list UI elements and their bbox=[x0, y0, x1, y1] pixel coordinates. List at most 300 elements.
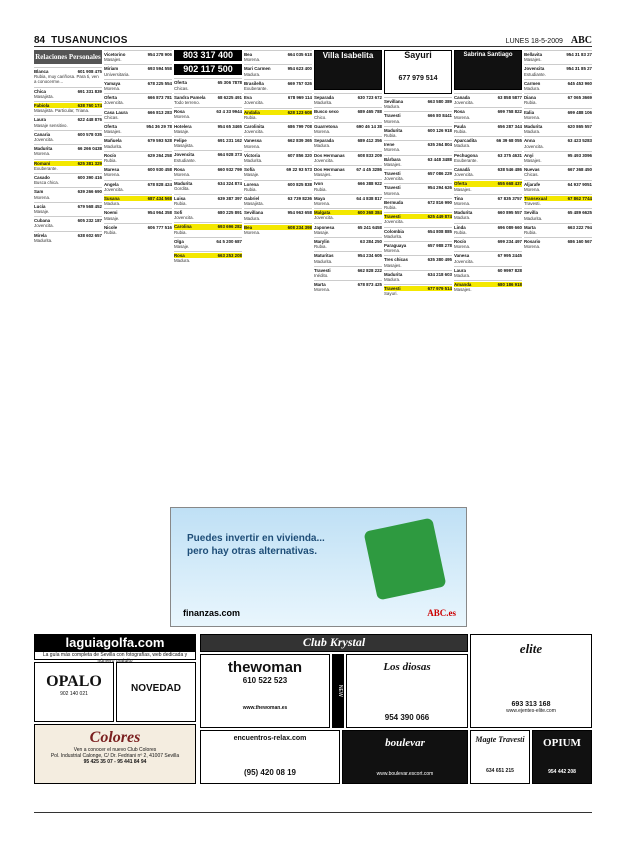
ad-name: Rosa bbox=[174, 253, 185, 259]
chicas-ad-phone[interactable]: 803 317 400 bbox=[174, 50, 242, 61]
ad-phone: 638 760 174 bbox=[77, 103, 102, 109]
classified-ad[interactable] bbox=[384, 227, 452, 239]
ad-text: Madurita. bbox=[314, 258, 333, 264]
finanzas-banner[interactable] bbox=[170, 507, 467, 627]
classified-ad[interactable] bbox=[524, 151, 592, 163]
laguia-sub: La guía más completa de Sevilla con fotografías, web dedicada y número gratuito bbox=[34, 652, 196, 660]
classified-ad[interactable] bbox=[34, 202, 102, 214]
ad-phone: 657 988 278 bbox=[427, 243, 452, 249]
ad-text: Gordita. bbox=[174, 186, 190, 192]
classified-ad[interactable] bbox=[454, 165, 522, 177]
ad-phone: 66 266 0438 bbox=[77, 146, 102, 152]
classified-ad[interactable] bbox=[454, 93, 522, 105]
ad-name: Noemi bbox=[104, 210, 118, 216]
classified-ad[interactable] bbox=[174, 194, 242, 206]
classified-ad[interactable] bbox=[314, 251, 382, 263]
ad-text: Masajista. bbox=[34, 93, 54, 99]
classified-ad[interactable] bbox=[34, 216, 102, 228]
ad-text: Exuberante. bbox=[34, 165, 58, 171]
classified-ad[interactable] bbox=[454, 208, 522, 220]
ad-text: Jovencita. bbox=[454, 258, 474, 264]
classified-ad[interactable] bbox=[244, 180, 312, 192]
classified-ad[interactable] bbox=[524, 194, 592, 206]
ad-name: Italia bbox=[524, 109, 535, 115]
classified-ad[interactable] bbox=[244, 50, 312, 62]
ad-name: Vanessa bbox=[244, 138, 262, 144]
classified-ad[interactable] bbox=[524, 223, 592, 235]
ad-name: Sofía bbox=[244, 167, 255, 173]
classified-ad[interactable] bbox=[384, 255, 452, 267]
ad-phone: 64 4 838 817 bbox=[356, 195, 382, 201]
ad-text: Madura. bbox=[384, 104, 401, 110]
ad-text: Jovencita. bbox=[384, 219, 404, 225]
classified-ad[interactable] bbox=[174, 165, 242, 177]
ad-phone: 68 6225 491 bbox=[217, 94, 242, 100]
ad-text: Morena. bbox=[244, 230, 261, 236]
ad-text: Morena. bbox=[454, 201, 471, 207]
classified-ad[interactable] bbox=[104, 180, 172, 192]
classified-ad[interactable] bbox=[314, 266, 382, 278]
classified-ad[interactable] bbox=[174, 93, 242, 105]
ad-phone: 660 895 557 bbox=[497, 210, 522, 216]
ad-phone: 63 739 8236 bbox=[287, 196, 312, 202]
ad-phone: 667 368 450 bbox=[567, 167, 592, 173]
classified-ad[interactable] bbox=[384, 140, 452, 152]
classified-ad[interactable] bbox=[384, 284, 452, 296]
classified-ad[interactable] bbox=[524, 79, 592, 91]
ad-phone: 666 80 8441 bbox=[427, 113, 452, 119]
classified-ad[interactable] bbox=[454, 266, 522, 278]
ad-text: Jovencita. bbox=[244, 129, 264, 135]
classified-ad[interactable] bbox=[104, 93, 172, 105]
classified-ad[interactable] bbox=[454, 194, 522, 206]
ad-text: Rubia. bbox=[314, 186, 327, 192]
ad-name: Busco sexo bbox=[314, 109, 339, 115]
ad-text: Chicas. bbox=[174, 85, 189, 91]
ad-name: Marta bbox=[314, 282, 326, 288]
ad-phone: 699 758 822 bbox=[497, 109, 522, 115]
boulevar-ad[interactable]: boulevar www.boulevar.escort.com bbox=[342, 730, 468, 784]
ad-phone: 65 241 6458 bbox=[357, 224, 382, 230]
ad-phone: 666 388 922 bbox=[357, 181, 382, 187]
classified-ad[interactable] bbox=[174, 251, 242, 263]
classified-ad[interactable] bbox=[384, 241, 452, 253]
classified-ad[interactable] bbox=[524, 64, 592, 76]
ad-phone: 954 36 29 78 bbox=[146, 124, 172, 130]
ad-text: Rubia. bbox=[384, 133, 397, 139]
thewoman-ad[interactable]: thewoman 610 522 523 www.thewoman.es bbox=[200, 654, 330, 728]
krystal-ad[interactable]: Club Krystal bbox=[200, 634, 468, 652]
ad-name: Fabiola bbox=[34, 103, 50, 109]
ad-name: Dos Hermanas bbox=[314, 152, 345, 158]
classified-ad[interactable] bbox=[34, 144, 102, 156]
ad-text: Morena. bbox=[244, 143, 261, 149]
ad-phone: 620 865 557 bbox=[567, 124, 592, 130]
ad-name: Rosa bbox=[174, 166, 185, 172]
ad-text: Rubia. bbox=[244, 114, 257, 120]
ad-phone: 678 969 114 bbox=[287, 95, 312, 101]
classified-ad[interactable] bbox=[34, 87, 102, 99]
ad-text: Sayuri. bbox=[384, 291, 398, 297]
ad-name: Tina bbox=[454, 195, 463, 201]
classified-ad[interactable] bbox=[314, 93, 382, 105]
ad-name: Rosario bbox=[524, 239, 541, 245]
ad-phone: 699 234 497 bbox=[497, 239, 522, 245]
ad-phone: 608 234 398 bbox=[287, 224, 312, 230]
house-graphic-icon bbox=[363, 517, 446, 600]
sayuri-name: Sayuri bbox=[404, 50, 432, 60]
classified-ad[interactable] bbox=[34, 67, 102, 85]
classified-ad[interactable] bbox=[314, 151, 382, 163]
ad-text: Busca chica. bbox=[34, 180, 59, 186]
ad-phone: 663 222 794 bbox=[567, 224, 592, 230]
classified-ad[interactable] bbox=[384, 169, 452, 181]
ad-phone: 680 225 891 bbox=[217, 210, 242, 216]
ad-text: Masaje. bbox=[104, 215, 120, 221]
classified-ad[interactable] bbox=[174, 107, 242, 119]
relax-ad[interactable]: encuentros-relax.com (95) 420 08 19 bbox=[200, 730, 340, 784]
ad-text: Rubia. bbox=[454, 229, 467, 235]
ad-text: Morena. bbox=[314, 129, 331, 135]
ad-phone: 600 578 035 bbox=[77, 131, 102, 137]
classified-ad[interactable] bbox=[454, 251, 522, 263]
ad-phone: 69 22 93 573 bbox=[286, 167, 312, 173]
ad-phone: 699 488 106 bbox=[567, 109, 592, 115]
ad-phone: 629 264 258 bbox=[147, 152, 172, 158]
classified-ad[interactable] bbox=[384, 198, 452, 210]
classified-ad[interactable] bbox=[314, 165, 382, 177]
ad-text: Morena. bbox=[454, 114, 471, 120]
ad-phone: 639 387 397 bbox=[217, 195, 242, 201]
ad-text: Jovencita. bbox=[454, 100, 474, 106]
classified-ad[interactable] bbox=[524, 237, 592, 249]
ad-name: Travesti bbox=[384, 286, 401, 292]
ad-text: Madura. bbox=[524, 86, 541, 92]
classified-ad[interactable] bbox=[454, 237, 522, 249]
classified-ad[interactable] bbox=[244, 108, 312, 120]
ad-text: Masajista. Particular, Triana. bbox=[34, 108, 90, 114]
ad-phone: 600 126 918 bbox=[427, 127, 452, 133]
classified-ad[interactable] bbox=[454, 107, 522, 119]
ad-name: Madurita bbox=[384, 271, 403, 277]
chicas-ad-phone2[interactable]: 902 117 500 bbox=[174, 64, 242, 75]
ad-text: Masajes. bbox=[454, 186, 472, 192]
ad-name: Maturitas bbox=[314, 253, 334, 259]
ad-text: Jovencita. bbox=[104, 100, 124, 106]
ad-name: Mari Carmen bbox=[244, 66, 271, 72]
ad-name: Oferta bbox=[174, 80, 187, 86]
classified-ad[interactable] bbox=[244, 208, 312, 220]
classified-ad[interactable] bbox=[524, 136, 592, 148]
classified-ad[interactable] bbox=[314, 107, 382, 119]
ad-phone: 689 412 356 bbox=[357, 138, 382, 144]
classified-ad[interactable] bbox=[384, 270, 452, 282]
ad-phone: 662 839 365 bbox=[287, 138, 312, 144]
classified-column bbox=[104, 50, 172, 630]
classified-ad[interactable] bbox=[104, 136, 172, 148]
ad-phone: 693 594 558 bbox=[147, 66, 172, 72]
novedad-ad[interactable]: NOVEDAD bbox=[116, 662, 196, 722]
banner-brand: ABC.es bbox=[427, 608, 456, 618]
ad-name: Madurita bbox=[174, 181, 193, 187]
ad-text: Madura. bbox=[454, 143, 471, 149]
classified-ad[interactable] bbox=[104, 50, 172, 62]
classified-ad[interactable] bbox=[34, 159, 102, 171]
ad-text: Jovencita. bbox=[244, 100, 264, 106]
ad-phone: 635 380 495 bbox=[427, 257, 452, 263]
ad-name: Sam bbox=[34, 189, 44, 195]
classified-ad[interactable] bbox=[174, 237, 242, 249]
magte-ad[interactable]: Magte Travesti 634 651 215 bbox=[470, 730, 530, 784]
classified-ad[interactable] bbox=[34, 101, 102, 113]
ad-phone: 63 448 3488 bbox=[427, 156, 452, 162]
ad-text: Masajes. bbox=[104, 129, 122, 135]
classified-ad[interactable] bbox=[454, 223, 522, 235]
colores-ad[interactable]: Colores Ven a conocer el nuevo Club Colores Pol. Industrial Calonge, C/ Dr. Fedriani nº 2, 41007 Sevilla 95 425 35 07 - 95 441 84 94 bbox=[34, 724, 196, 784]
ad-phone: 696 089 660 bbox=[497, 224, 522, 230]
classified-ad[interactable] bbox=[34, 115, 102, 127]
ad-name: Travesti bbox=[384, 214, 401, 220]
ad-name: Irene bbox=[384, 142, 395, 148]
ad-name: Aparcadita bbox=[454, 138, 477, 144]
classified-ad[interactable] bbox=[244, 79, 312, 91]
ad-text: Estudiante. bbox=[524, 71, 546, 77]
ad-phone: 666 873 781 bbox=[147, 95, 172, 101]
opalo-ad[interactable]: OPALO 902 140 021 bbox=[34, 662, 114, 722]
ad-name: Ivon bbox=[314, 181, 324, 187]
ad-phone: 600 368 384 bbox=[357, 210, 382, 216]
sabrina-ad[interactable]: Sabrina Santiago bbox=[454, 50, 522, 90]
classified-ad[interactable] bbox=[174, 222, 242, 234]
ad-name: Oferta bbox=[104, 95, 117, 101]
classified-ad[interactable] bbox=[104, 79, 172, 91]
ad-name: Travesti bbox=[384, 113, 401, 119]
ad-name: Transexual bbox=[524, 196, 547, 202]
ad-text: Rubia. bbox=[524, 230, 537, 236]
ad-text: Masajes. bbox=[314, 172, 332, 178]
opium-ad[interactable]: OPIUM 954 442 208 bbox=[532, 730, 592, 784]
classified-ad[interactable] bbox=[454, 122, 522, 134]
ad-phone: 608 833 209 bbox=[357, 152, 382, 158]
classified-column bbox=[34, 50, 102, 630]
classified-ad[interactable] bbox=[104, 194, 172, 206]
classified-ad[interactable] bbox=[34, 130, 102, 142]
ad-name: Separada bbox=[314, 138, 334, 144]
ad-phone: 954 964 358 bbox=[147, 210, 172, 216]
classified-ad[interactable] bbox=[244, 151, 312, 163]
classified-ad[interactable] bbox=[244, 223, 312, 235]
ad-phone: 672 816 990 bbox=[427, 199, 452, 205]
sayuri-phone: 677 979 514 bbox=[398, 75, 438, 83]
ad-text: Masaje. bbox=[314, 229, 330, 235]
classified-ad[interactable] bbox=[314, 237, 382, 249]
ad-phone: 657 086 229 bbox=[427, 171, 452, 177]
ad-text: Masaje. bbox=[174, 244, 190, 250]
ad-name: Travesti bbox=[384, 171, 401, 177]
classified-ad[interactable] bbox=[524, 165, 592, 177]
ad-phone: 691 231 162 bbox=[217, 138, 242, 144]
classified-ad[interactable] bbox=[174, 208, 242, 220]
ad-text: Morena. bbox=[524, 244, 541, 250]
ad-text: Madura. bbox=[454, 215, 471, 221]
classified-ad[interactable] bbox=[384, 155, 452, 167]
ad-phone: 693 696 282 bbox=[217, 224, 242, 230]
classified-ad[interactable] bbox=[244, 64, 312, 76]
ad-text: Madura. bbox=[244, 71, 261, 77]
classified-ad[interactable] bbox=[104, 208, 172, 220]
elite-ad[interactable]: elite 693 313 168 www.ejentes-elite.com bbox=[470, 634, 592, 728]
villa-isabelita-ad[interactable]: Villa Isabelita bbox=[314, 50, 382, 90]
classified-ad[interactable] bbox=[314, 122, 382, 134]
classified-ad[interactable] bbox=[104, 122, 172, 134]
classified-ad[interactable] bbox=[314, 136, 382, 148]
classified-ad[interactable] bbox=[244, 93, 312, 105]
ad-name: Mañuela bbox=[104, 138, 122, 144]
ad-text: Morena. bbox=[384, 190, 401, 196]
ad-name: Rosa bbox=[174, 109, 185, 115]
ad-text: Madurita. bbox=[104, 143, 123, 149]
classified-ad[interactable] bbox=[384, 126, 452, 138]
ad-phone: 656 287 344 bbox=[497, 123, 522, 129]
classified-ad[interactable] bbox=[314, 280, 382, 292]
ad-phone: 954 65 3465 bbox=[217, 123, 242, 129]
ad-phone: 639 266 690 bbox=[77, 189, 102, 195]
classified-ad[interactable] bbox=[244, 136, 312, 148]
ad-name: Colombia bbox=[384, 228, 405, 234]
footer-rule bbox=[34, 812, 592, 813]
laguia-ad[interactable]: laguiagolfa.com bbox=[34, 634, 196, 652]
ad-phone: 625 449 874 bbox=[427, 214, 452, 220]
ad-name: Bea bbox=[244, 224, 253, 230]
ad-text: Rubia. bbox=[454, 129, 467, 135]
classified-ad[interactable] bbox=[104, 165, 172, 177]
ad-name: Canada bbox=[454, 95, 470, 100]
ad-name: Amanda bbox=[454, 282, 472, 288]
classified-ad[interactable] bbox=[174, 122, 242, 134]
classified-ad[interactable] bbox=[174, 179, 242, 191]
ad-phone: 605 232 187 bbox=[77, 218, 102, 224]
new-badge: NEW bbox=[332, 654, 344, 728]
classified-ad[interactable] bbox=[104, 108, 172, 120]
sayuri-ad[interactable] bbox=[384, 50, 452, 94]
ad-name: Travesti bbox=[314, 267, 331, 273]
ad-phone: 607 856 320 bbox=[287, 152, 312, 158]
ad-text: Madurita. bbox=[524, 215, 543, 221]
ad-name: Pechugona bbox=[454, 152, 478, 158]
ad-text: Madura. bbox=[384, 277, 401, 283]
classified-ad[interactable] bbox=[524, 180, 592, 192]
ad-phone: 654 808 885 bbox=[427, 228, 452, 234]
classified-ad[interactable] bbox=[384, 183, 452, 195]
classified-ad[interactable] bbox=[34, 173, 102, 185]
ad-name: Canadá bbox=[454, 167, 470, 173]
classified-ad[interactable] bbox=[174, 78, 242, 90]
classified-ad[interactable] bbox=[524, 208, 592, 220]
classified-ad[interactable] bbox=[314, 194, 382, 206]
classified-ad[interactable] bbox=[524, 108, 592, 120]
ad-phone: 689 465 788 bbox=[357, 109, 382, 115]
ad-name: Jovencita bbox=[524, 66, 545, 72]
classified-ad[interactable] bbox=[454, 280, 522, 292]
classified-ad[interactable] bbox=[104, 151, 172, 163]
ad-text: Masajista. bbox=[174, 143, 194, 149]
ad-phone: 67 862 7744 bbox=[567, 196, 592, 202]
classified-ad[interactable] bbox=[104, 64, 172, 76]
ad-text: Morena. bbox=[384, 248, 401, 254]
classified-ad[interactable] bbox=[524, 122, 592, 134]
classified-ad[interactable] bbox=[384, 97, 452, 109]
classified-ad[interactable] bbox=[104, 223, 172, 235]
classified-ad[interactable] bbox=[174, 150, 242, 162]
ad-text: Masajes. bbox=[384, 161, 402, 167]
ad-name: Maresa bbox=[104, 167, 120, 173]
ad-text: Jovencita. bbox=[174, 215, 194, 221]
ad-phone: 662 828 222 bbox=[357, 267, 382, 273]
ad-phone: 625 381 329 bbox=[77, 160, 102, 166]
classified-ad[interactable] bbox=[454, 136, 522, 148]
classified-ad[interactable] bbox=[524, 93, 592, 105]
classified-ad[interactable] bbox=[454, 151, 522, 163]
ad-text: Madurita. bbox=[384, 233, 403, 239]
ad-text: Masajes. bbox=[384, 262, 402, 268]
ad-name: Vanesa bbox=[454, 253, 470, 259]
ad-name: Miriam bbox=[104, 66, 119, 72]
ad-text: Universitaria. bbox=[104, 71, 130, 77]
page-date: LUNES 18-5-2009 bbox=[505, 38, 563, 45]
classified-ad[interactable] bbox=[314, 179, 382, 191]
ad-name: Paraguaya bbox=[384, 243, 407, 249]
ad-name: Laura bbox=[34, 117, 46, 123]
classified-ad[interactable] bbox=[34, 187, 102, 199]
classified-ad[interactable] bbox=[454, 179, 522, 191]
ad-text: Jovencita. bbox=[524, 143, 544, 149]
ad-text: Rubia. bbox=[384, 205, 397, 211]
ad-text: Jovencita. bbox=[34, 223, 54, 229]
ad-phone: 630 723 672 bbox=[357, 95, 382, 100]
classified-ad[interactable] bbox=[244, 165, 312, 177]
brand-logo: ABC bbox=[570, 35, 592, 46]
classified-ad[interactable] bbox=[524, 50, 592, 62]
ad-phone: 679 593 528 bbox=[147, 138, 172, 144]
ad-name: Felipe bbox=[174, 138, 187, 144]
classified-ad[interactable] bbox=[174, 136, 242, 148]
ad-phone: 954 31 83 27 bbox=[566, 52, 592, 57]
ad-phone: 67 835 3757 bbox=[497, 195, 522, 201]
ad-phone: 687 434 568 bbox=[147, 196, 172, 202]
ad-text: Madura. bbox=[244, 215, 261, 221]
diosas-ad[interactable]: Los diosas 954 390 066 bbox=[346, 654, 468, 728]
ad-name: Bermuda bbox=[384, 199, 404, 205]
classified-ad[interactable] bbox=[244, 122, 312, 134]
classified-ad[interactable] bbox=[34, 231, 102, 243]
classified-ad[interactable] bbox=[384, 212, 452, 224]
ad-name: Mirela bbox=[34, 232, 47, 238]
ad-text: Madurita. bbox=[314, 100, 333, 106]
ad-name: Japonesa bbox=[314, 224, 335, 230]
classified-ad[interactable] bbox=[314, 208, 382, 220]
banner-site: finanzas.com bbox=[183, 608, 241, 618]
classified-ad[interactable] bbox=[314, 223, 382, 235]
ad-name: Hotelera bbox=[174, 123, 192, 129]
ad-phone: 678 225 554 bbox=[147, 80, 172, 86]
ad-text: Rubia. bbox=[104, 158, 117, 164]
ad-phone: 65 306 7878 bbox=[217, 80, 242, 86]
ad-name: Rocío bbox=[104, 152, 117, 158]
classified-ad[interactable] bbox=[244, 194, 312, 206]
ad-phone: 954 623 400 bbox=[287, 66, 312, 72]
ad-text: Masajes. bbox=[524, 57, 542, 63]
classified-ad[interactable] bbox=[384, 111, 452, 123]
